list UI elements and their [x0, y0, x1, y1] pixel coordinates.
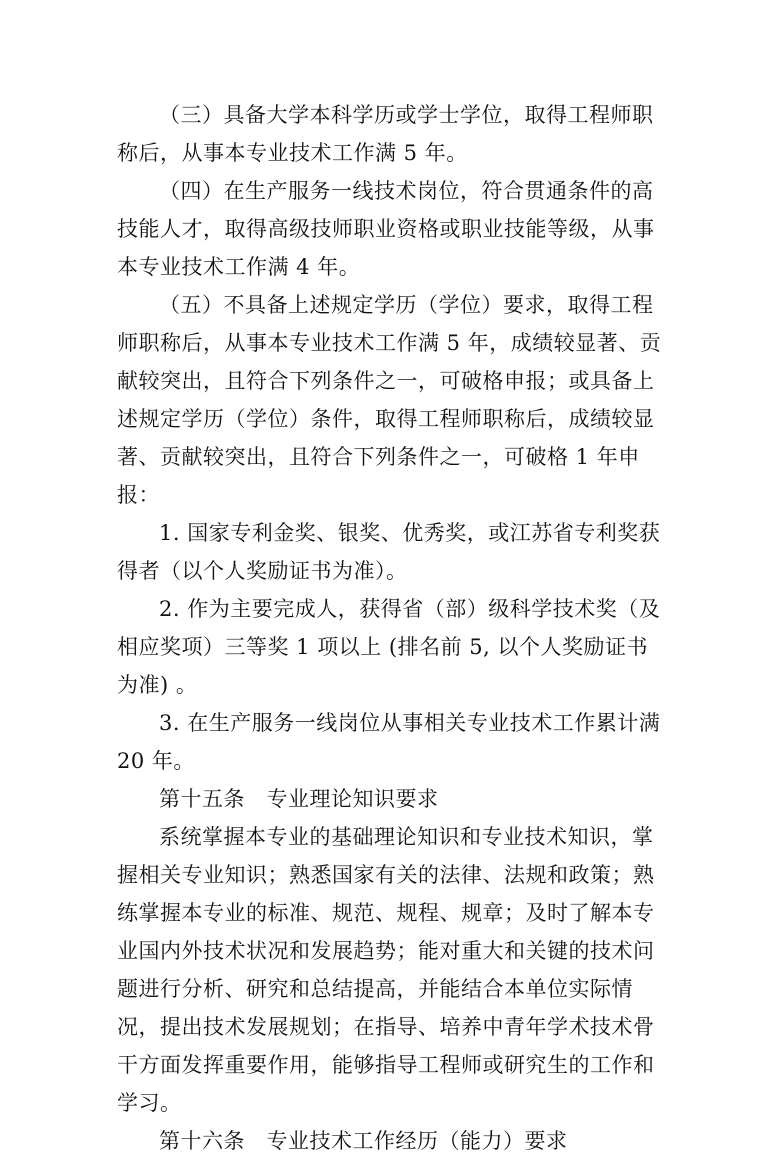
list-item-2: 2. 作为主要完成人，获得省（部）级科学技术奖（及相应奖项）三等奖 1 项以上 (排名前 5, 以个人奖励证书为准) 。: [117, 597, 661, 697]
document-body: [117, 96, 665, 1160]
article-16-heading: 第十六条 专业技术工作经历（能力）要求: [159, 1129, 568, 1153]
article-15-body: 系统掌握本专业的基础理论知识和专业技术知识，掌握相关专业知识；熟悉国家有关的法律、法规和政策；熟练掌握本专业的标准、规范、规程、规章；及时了解本专业国内外技术状况和发展趋势；能对重大和关键的技术问题进行分析、研究和总结提高，并能结合本单位实际情况，提出技术发展规划；在指导、培养中青年学术技术骨干方面发挥重要作用，能够指导工程师或研究生的工作和学习。: [117, 825, 655, 1115]
paragraph-condition-3: （三）具备大学本科学历或学士学位，取得工程师职称后，从事本专业技术工作满 5 年。: [117, 103, 654, 165]
paragraph-condition-4: （四）在生产服务一线技术岗位，符合贯通条件的高技能人才，取得高级技师职业资格或职业技能等级，从事本专业技术工作满 4 年。: [117, 179, 655, 279]
list-item-1: 1. 国家专利金奖、银奖、优秀奖，或江苏省专利奖获得者（以个人奖励证书为准）。: [117, 521, 661, 583]
article-15-heading: 第十五条 专业理论知识要求: [159, 787, 439, 811]
paragraph-condition-5: （五）不具备上述规定学历（学位）要求，取得工程师职称后，从事本专业技术工作满 5 年，成绩较显著、贡献较突出，且符合下列条件之一，可破格申报；或具备上述规定学历（学位）条件，取得工程师职称后，成绩较显著、贡献较突出，且符合下列条件之一，可破格 1 年申报：: [117, 293, 662, 507]
list-item-3: 3. 在生产服务一线岗位从事相关专业技术工作累计满 20 年。: [117, 711, 661, 773]
